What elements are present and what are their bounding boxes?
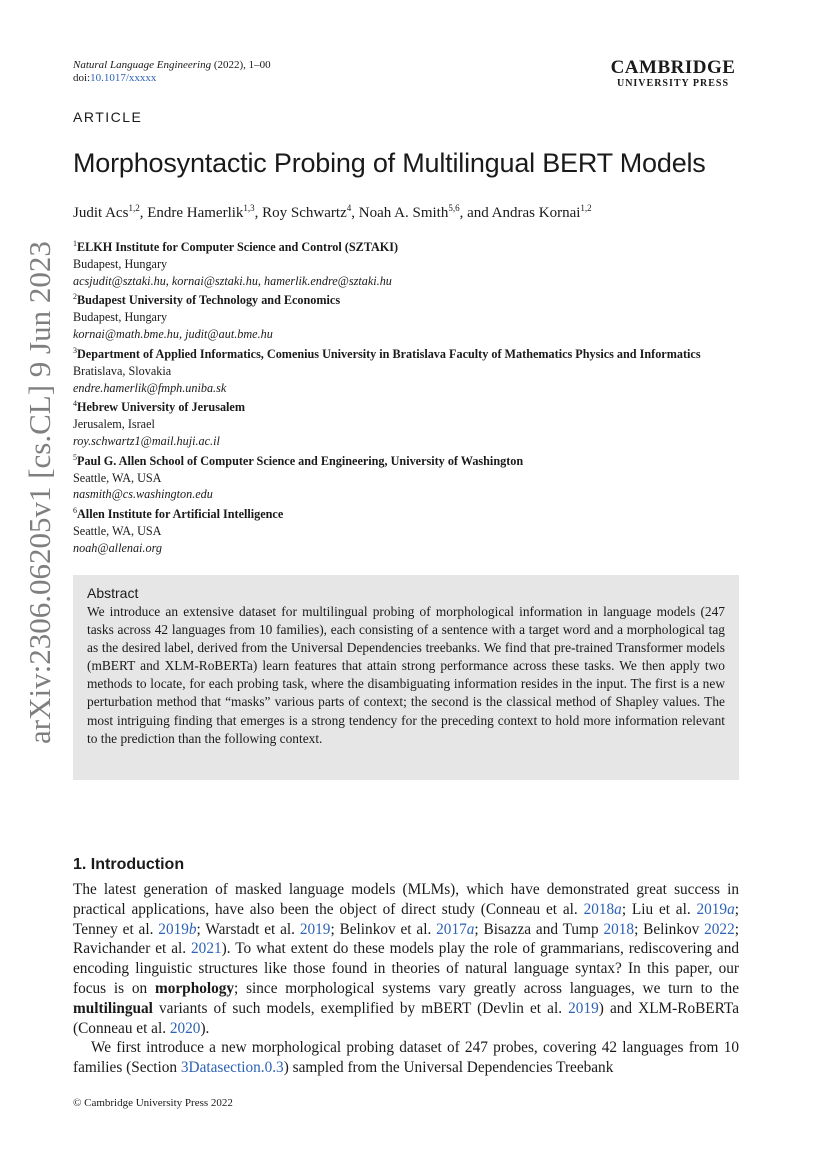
body-text: variants of such models, exemplified by mBERT (Devlin et al. <box>152 999 569 1017</box>
journal-volume: (2022), 1–00 <box>211 59 271 71</box>
affiliation-name <box>73 236 723 256</box>
affiliation-email[interactable]: endre.hamerlik@fmph.uniba.sk <box>73 380 227 395</box>
citation-link[interactable]: 2017 <box>436 920 467 938</box>
section-heading: 1. Introduction <box>73 856 185 873</box>
abstract-box <box>73 575 739 780</box>
author-affiliation-marker: 1,3 <box>243 203 255 213</box>
citation-link[interactable]: 2022 <box>704 920 735 938</box>
affiliation-number: 6 <box>73 506 77 516</box>
author-name: Judit Acs <box>73 205 129 221</box>
author-affiliation-marker: 4 <box>346 203 352 213</box>
author-separator: , <box>351 205 359 221</box>
journal-name: Natural Language Engineering <box>73 59 212 71</box>
citation-link[interactable]: 2020 <box>169 1019 201 1037</box>
body-text: ; Tenney et al. <box>73 900 739 938</box>
affiliation-list <box>73 236 723 557</box>
body-text: The latest generation of masked language models (MLMs), which have demonstrated great success in practical applications, have also been the object of direct study (Conneau et al. <box>73 881 739 918</box>
paper-title: Morphosyntactic Probing of Multilingual BERT Models <box>73 148 706 178</box>
doi-label: doi: <box>73 72 91 84</box>
arxiv-identifier: arXiv:2306.06205v1 [cs.CL] 9 Jun 2023 <box>22 241 57 744</box>
publisher-logo <box>603 58 743 89</box>
citation-link[interactable]: 2021 <box>191 940 222 958</box>
author-list <box>73 203 592 222</box>
author-separator: , <box>254 205 263 221</box>
author-name: Endre Hamerlik <box>147 205 244 221</box>
affiliation-location: Budapest, Hungary <box>73 256 168 271</box>
citation-link[interactable]: 2019 <box>568 999 599 1017</box>
affiliation-number: 4 <box>73 399 77 409</box>
author-affiliation-marker: 1,2 <box>580 203 592 213</box>
emphasized-term: morphology <box>155 979 235 997</box>
publisher-logo-line2: UNIVERSITY PRESS <box>616 78 730 89</box>
article-type-label: ARTICLE <box>73 109 143 125</box>
body-text: ; Bisazza and Tump <box>474 920 604 938</box>
citation-link[interactable]: a <box>466 920 475 938</box>
author-affiliation-marker: 5,6 <box>448 203 460 213</box>
author-name: Noah A. Smith <box>358 205 449 221</box>
body-text: ; Belinkov <box>634 920 705 938</box>
affiliation-location: Budapest, Hungary <box>73 310 168 325</box>
affiliation-number: 5 <box>73 452 77 462</box>
citation-link[interactable]: 2019 <box>158 920 189 938</box>
copyright-footer: © Cambridge University Press 2022 <box>73 1097 233 1109</box>
body-text: ; Liu et al. <box>621 900 697 918</box>
intro-paragraph <box>73 1038 739 1078</box>
affiliation-location: Seattle, WA, USA <box>73 524 162 539</box>
citation-link[interactable]: 2019 <box>696 900 728 918</box>
affiliation-institution: ELKH Institute for Computer Science and Control (SZTAKI) <box>77 240 399 255</box>
citation-link[interactable]: 2018 <box>603 920 635 938</box>
affiliation-number: 3 <box>73 345 77 355</box>
publisher-logo-line1: CAMBRIDGE <box>610 57 736 78</box>
body-text: ; Warstadt et al. <box>196 920 300 938</box>
intro-paragraph <box>73 880 739 1038</box>
affiliation-name <box>73 343 723 363</box>
affiliation-name <box>73 289 723 309</box>
affiliation-number: 1 <box>73 239 77 248</box>
affiliation-email[interactable]: kornai@math.bme.hu, judit@aut.bme.hu <box>73 327 273 342</box>
affiliation-institution: Paul G. Allen School of Computer Science and Engineering, University of Washington <box>77 453 524 468</box>
affiliation-name <box>73 503 723 523</box>
affiliation-email[interactable]: roy.schwartz1@mail.huji.ac.il <box>73 434 220 449</box>
citation-link[interactable]: b <box>188 920 197 938</box>
affiliation-institution: Budapest University of Technology and Economics <box>77 293 341 308</box>
body-text: ; since morphological systems vary greatly across languages, we turn to the <box>234 979 739 997</box>
abstract-text: We introduce an extensive dataset for multilingual probing of morphological information in language models (247 tasks across 42 languages from 10 families), each consisting of a sentence with a target word and a morphological tag as the desired label, derived from the Universal Dependencies treebanks. We find that pre-trained Transformer models (mBERT and XLM-RoBERTa) learn features that attain strong performance across these tasks. We then apply two methods to locate, for each probing task, where the disambiguating information resides in the input. The first is a new perturbation method that “masks” various parts of context; the second is the classical method of Shapley values. The most intriguing finding that emerges is a strong tendency for the preceding context to hold more information relevant to the prediction than the following context. <box>87 604 725 746</box>
affiliation-location: Bratislava, Slovakia <box>73 363 172 378</box>
journal-info <box>73 59 271 85</box>
abstract-heading: Abstract <box>87 585 139 601</box>
body-text: ; Belinkov et al. <box>330 920 437 938</box>
body-text: ) and XLM-RoBERTa (Conneau et al. <box>73 999 739 1037</box>
arxiv-stamp <box>22 210 62 775</box>
affiliation-institution: Department of Applied Informatics, Comenius University in Bratislava Faculty of Mathematics Physics and Informatics <box>77 346 701 361</box>
citation-link[interactable]: 3Datasection.0.3 <box>180 1059 284 1077</box>
affiliation-institution: Hebrew University of Jerusalem <box>77 400 245 415</box>
doi-link[interactable]: 10.1017/xxxxx <box>90 72 157 84</box>
body-text: ) sampled from the Universal Dependencies Treebank <box>283 1059 614 1077</box>
emphasized-term: multilingual <box>73 999 153 1017</box>
affiliation-location: Seattle, WA, USA <box>73 470 162 485</box>
author-affiliation-marker: 1,2 <box>128 203 140 213</box>
body-text: ; Ravichander et al. <box>73 920 739 958</box>
body-text: We first introduce a new morphological probing dataset of 247 probes, covering 42 languages from 10 families (Section <box>73 1039 739 1077</box>
affiliation-location: Jerusalem, Israel <box>73 417 155 432</box>
affiliation-name <box>73 450 723 470</box>
author-separator: , and <box>459 205 492 221</box>
affiliation-email[interactable]: noah@allenai.org <box>73 540 162 555</box>
citation-link[interactable]: a <box>727 900 735 918</box>
citation-link[interactable]: a <box>614 900 622 918</box>
citation-link[interactable]: 2019 <box>299 920 331 938</box>
body-text: ). To what extent do these models play the role of grammarians, rediscovering and encoding linguistic structures like those found in theories of natural language syntax? In this paper, our focus is on <box>73 940 739 997</box>
affiliation-email[interactable]: acsjudit@sztaki.hu, kornai@sztaki.hu, hamerlik.endre@sztaki.hu <box>73 273 392 288</box>
affiliation-number: 2 <box>73 292 77 302</box>
affiliation-email[interactable]: nasmith@cs.washington.edu <box>73 487 213 502</box>
citation-link[interactable]: 2018 <box>583 900 615 918</box>
body-text: ). <box>200 1019 210 1037</box>
intro-body <box>73 880 739 1078</box>
author-name: Andras Kornai <box>491 205 581 221</box>
author-separator: , <box>139 205 148 221</box>
author-name: Roy Schwartz <box>262 205 347 221</box>
affiliation-institution: Allen Institute for Artificial Intelligence <box>77 507 284 522</box>
affiliation-name <box>73 396 723 416</box>
